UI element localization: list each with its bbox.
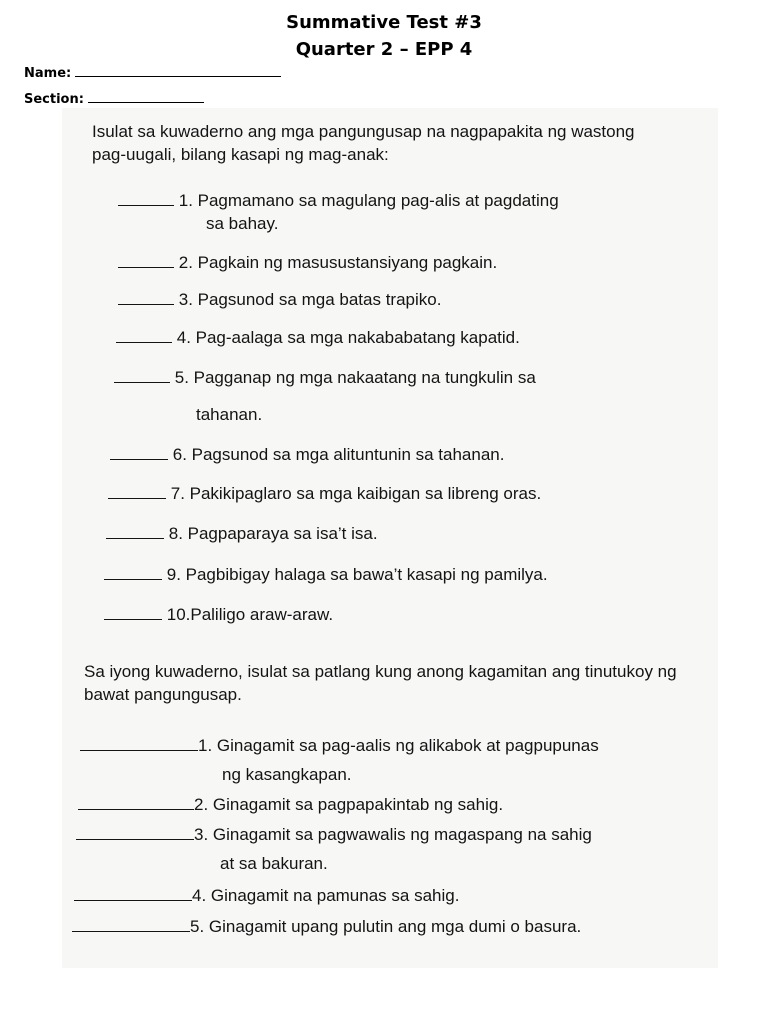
part1-item	[118, 189, 559, 233]
item-text: 3. Pagsunod sa mga batas trapiko.	[178, 290, 442, 309]
item-text: 4. Pag-aalaga sa mga nakababatang kapatid.	[176, 328, 520, 347]
part1-item	[118, 251, 497, 274]
item-text: 9. Pagbibigay halaga sa bawa’t kasapi ng pamilya.	[166, 565, 548, 584]
item-text: 2. Pagkain ng masusustansiyang pagkain.	[178, 253, 498, 272]
item-text: 5. Ginagamit upang pulutin ang mga dumi o basura.	[190, 917, 582, 936]
item-text: 7. Pakikipaglaro sa mga kaibigan sa libreng oras.	[170, 484, 542, 503]
part2-item	[72, 915, 581, 938]
item-text: 8. Pagpaparaya sa isa’t isa.	[168, 524, 378, 543]
section-field	[24, 90, 204, 107]
section-label: Section:	[24, 92, 84, 107]
answer-blank	[104, 565, 162, 580]
part2-instruction: Sa iyong kuwaderno, isulat sa patlang kung anong kagamitan ang tinutukoy ng bawat pangungusap.	[84, 662, 677, 704]
part2-item	[80, 734, 599, 784]
item-text: 5. Pagganap ng mga nakaatang na tungkulin sa	[174, 368, 536, 387]
test-subtitle: Quarter 2 – EPP 4	[295, 39, 473, 60]
answer-blank	[74, 886, 192, 901]
name-label: Name:	[24, 66, 72, 81]
item-text: 10.Paliligo araw-araw.	[166, 605, 334, 624]
item-continuation: at sa bakuran.	[220, 854, 328, 873]
answer-blank	[104, 605, 162, 620]
part1-item	[104, 603, 333, 626]
part2-item	[74, 884, 459, 907]
part2-item	[78, 793, 503, 816]
item-continuation: tahanan.	[196, 405, 263, 424]
section-blank	[88, 90, 204, 103]
answer-blank	[114, 368, 170, 383]
answer-blank	[118, 290, 174, 305]
item-text: 3. Ginagamit sa pagwawalis ng magaspang na sahig	[194, 825, 592, 844]
part1-item	[116, 326, 520, 349]
test-title: Summative Test #3	[286, 12, 482, 33]
answer-blank	[80, 736, 198, 751]
item-text: 2. Ginagamit sa pagpapakintab ng sahig.	[194, 795, 504, 814]
answer-blank	[116, 328, 172, 343]
answer-blank	[78, 795, 194, 810]
answer-blank	[106, 524, 164, 539]
answer-blank	[108, 484, 166, 499]
part1-item	[104, 563, 548, 586]
part2-item	[76, 823, 592, 873]
answer-blank	[118, 253, 174, 268]
answer-blank	[110, 445, 168, 460]
part1-item	[110, 443, 504, 466]
answer-blank	[118, 191, 174, 206]
item-text: 6. Pagsunod sa mga alituntunin sa tahanan.	[172, 445, 505, 464]
item-text: 1. Ginagamit sa pag-aalis ng alikabok at pagpupunas	[198, 736, 599, 755]
part1-item	[108, 482, 541, 505]
part1-item	[114, 366, 536, 424]
part1-instruction: Isulat sa kuwaderno ang mga pangungusap na nagpapakita ng wastong pag-uugali, bilang kasapi ng mag-anak:	[92, 122, 635, 164]
answer-blank	[72, 917, 190, 932]
name-blank	[75, 64, 281, 77]
item-continuation: sa bahay.	[206, 214, 279, 233]
part1-item	[118, 288, 441, 311]
part1-item	[106, 522, 378, 545]
item-text: 1. Pagmamano sa magulang pag-alis at pagdating	[178, 191, 559, 210]
item-continuation: ng kasangkapan.	[222, 765, 352, 784]
item-text: 4. Ginagamit na pamunas sa sahig.	[192, 886, 460, 905]
answer-blank	[76, 825, 194, 840]
name-field	[24, 64, 281, 81]
